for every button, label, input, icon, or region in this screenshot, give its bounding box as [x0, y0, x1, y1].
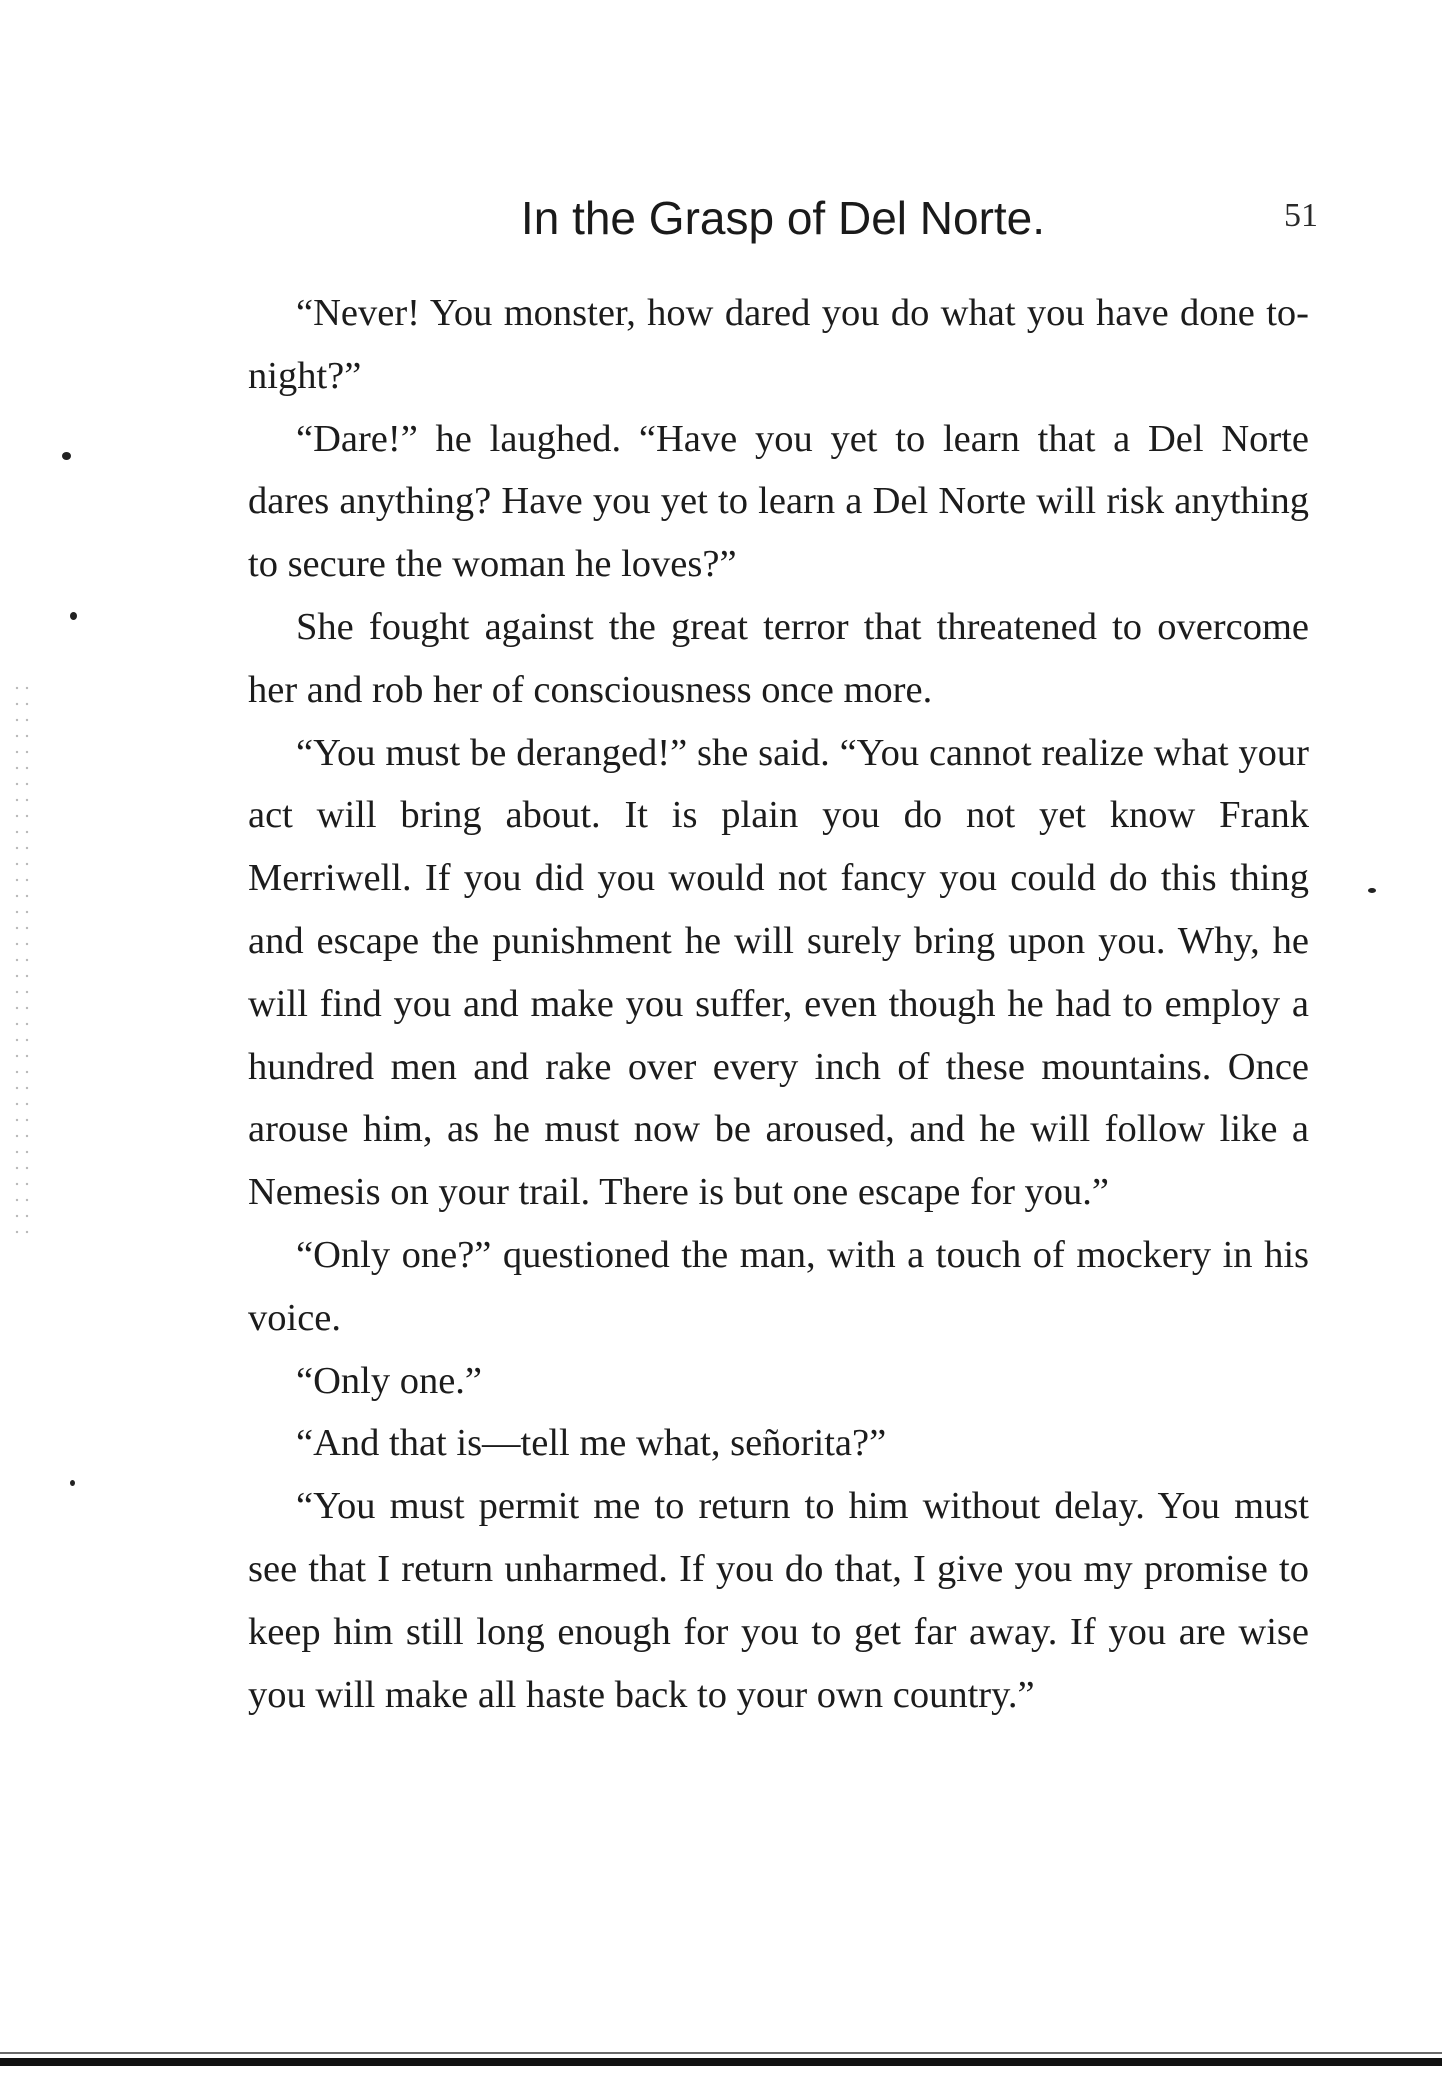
bottom-rule — [0, 2058, 1442, 2066]
paragraph: “You must be deranged!” she said. “You cannot realize what your act will bring about. It is plain you do not yet know Frank Merriwell. If you did you would not fancy you could do this thing and escape the punishment he will surely bring upon you. Why, he will find you and make you suffer, even though he had to employ a hundred men and rake over every inch of these mountains. Once arouse him, as he must now be aroused, and he will follow like a Nemesis on your trail. There is but one escape for you.” — [248, 731, 1309, 1214]
scan-speck — [62, 452, 71, 460]
paragraph: “Dare!” he laughed. “Have you yet to learn that a Del Norte dares anything? Have you yet to learn a Del Norte will risk anything to secure the woman he loves?” — [248, 417, 1309, 586]
running-head — [248, 188, 1318, 258]
paragraph: “Only one.” — [296, 1359, 483, 1402]
paragraph: “You must permit me to return to him without delay. You must see that I return unharmed. If you do that, I give you my promise to keep him still long enough for you to get far away. If you are wise you will make all haste back to your own country.” — [248, 1485, 1309, 1716]
paragraph: “Only one?” questioned the man, with a touch of mockery in his voice. — [248, 1233, 1309, 1339]
scan-speck — [1368, 888, 1376, 893]
page-number: 51 — [1284, 197, 1318, 234]
paragraph: “And that is—tell me what, señorita?” — [296, 1422, 887, 1465]
paragraph: “Never! You monster, how dared you do what you have done to-night?” — [248, 292, 1309, 397]
paragraph: She fought against the great terror that threatened to overcome her and rob her of consciousness once more. — [248, 605, 1309, 711]
margin-scan-marks — [12, 680, 30, 1240]
page-title: In the Grasp of Del Norte. — [520, 192, 1046, 244]
scan-speck — [70, 1480, 75, 1486]
body-text — [248, 282, 1309, 1726]
bottom-rule-thin — [0, 2052, 1442, 2054]
scan-speck — [70, 612, 77, 620]
